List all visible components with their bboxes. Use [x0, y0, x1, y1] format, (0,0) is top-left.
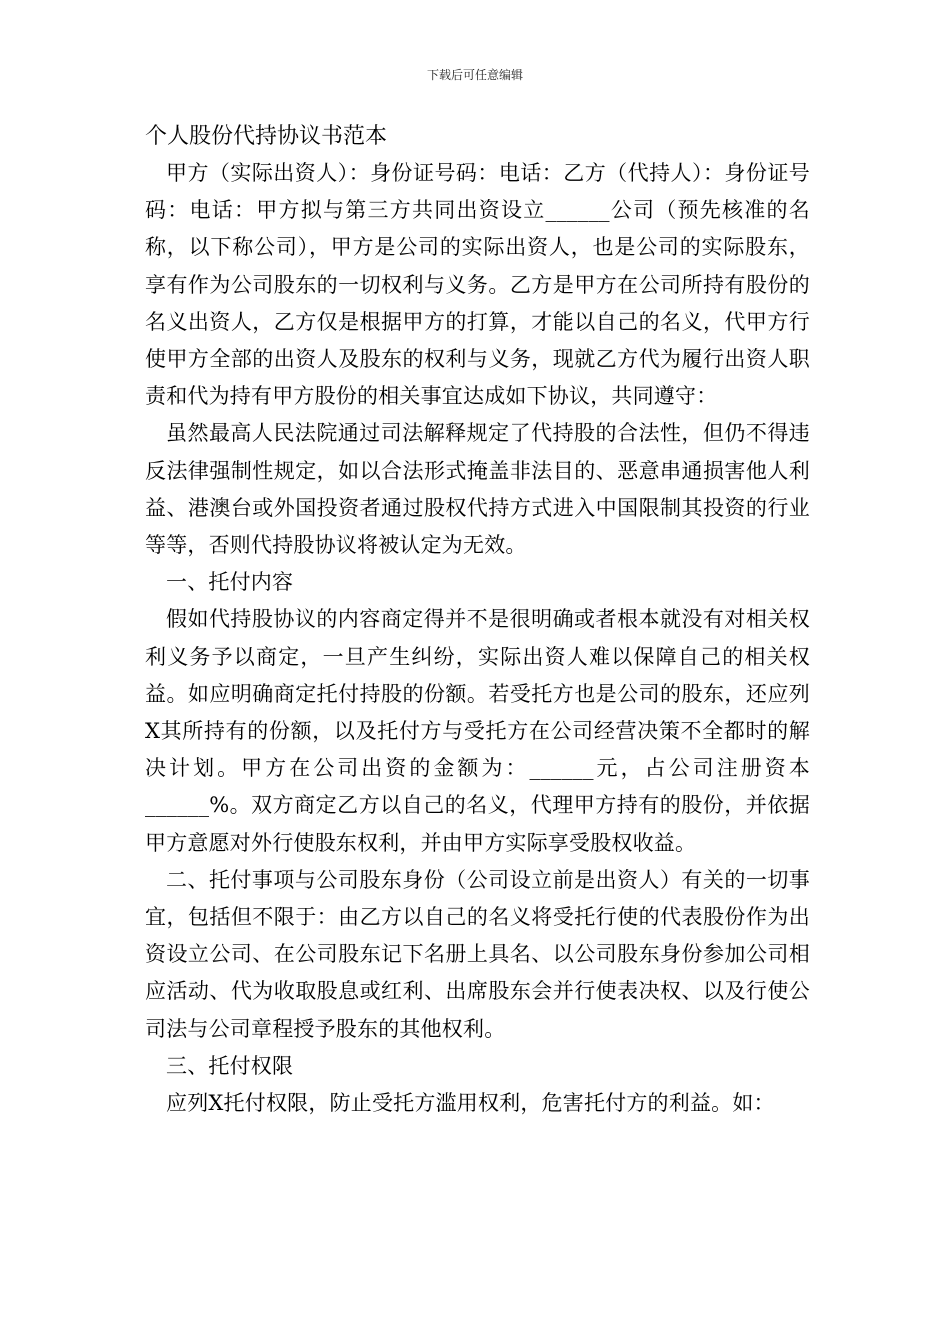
document-title: 个人股份代持协议书范本	[145, 124, 388, 149]
page-header: 下载后可任意编辑	[426, 68, 523, 82]
section-heading-1: 一、托付内容	[166, 570, 294, 595]
paragraph-entrust-authority: 应列X托付权限，防止受托方滥用权利，危害托付方的利益。如：	[166, 1091, 775, 1116]
section-heading-3: 三、托付权限	[166, 1053, 294, 1078]
paragraph-entrust-matters: 二、托付事项与公司股东身份（公司设立前是出资人）有关的一切事宜，包括但不限于：由乙方以自己的名义将受托行使的代表股份作为出资设立公司、在公司股东记下名册上具名、以公司股东身份参加公司相应活动、代为收取股息或红利、出席股东会并行使表决权、以及行使公司法与公司章程授予股东的其他权利。	[145, 867, 810, 1041]
paragraph-entrust-content: 假如代持股协议的内容商定得并不是很明确或者根本就没有对相关权利义务予以商定，一旦产生纠纷，实际出资人难以保障自己的相关权益。如应明确商定托付持股的份额。若受托方也是公司的股东，还应列X其所持有的份额，以及托付方与受托方在公司经营决策不全都时的解决计划。甲方在公司出资的金额为：______元，占公司注册资本______%。双方商定乙方以自己的名义，代理甲方持有的股份，并依据甲方意愿对外行使股东权利，并由甲方实际享受股权收益。	[145, 607, 810, 855]
paragraph-parties: 甲方（实际出资人）：身份证号码：电话：乙方（代持人）：身份证号码：电话：甲方拟与第三方共同出资设立______公司（预先核准的名称，以下称公司），甲方是公司的实际出资人，也是公司的实际股东，享有作为公司股东的一切权利与义务。乙方是甲方在公司所持有股份的名义出资人，乙方仅是根据甲方的打算，才能以自己的名义，代甲方行使甲方全部的出资人及股东的权利与义务，现就乙方代为履行出资人职责和代为持有甲方股份的相关事宜达成如下协议，共同遵守：	[145, 161, 810, 409]
paragraph-legality-note: 虽然最高人民法院通过司法解释规定了代持股的合法性，但仍不得违反法律强制性规定，如以合法形式掩盖非法目的、恶意串通损害他人利益、港澳台或外国投资者通过股权代持方式进入中国限制其投资的行业等等，否则代持股协议将被认定为无效。	[145, 421, 810, 558]
document-body	[145, 155, 810, 1122]
